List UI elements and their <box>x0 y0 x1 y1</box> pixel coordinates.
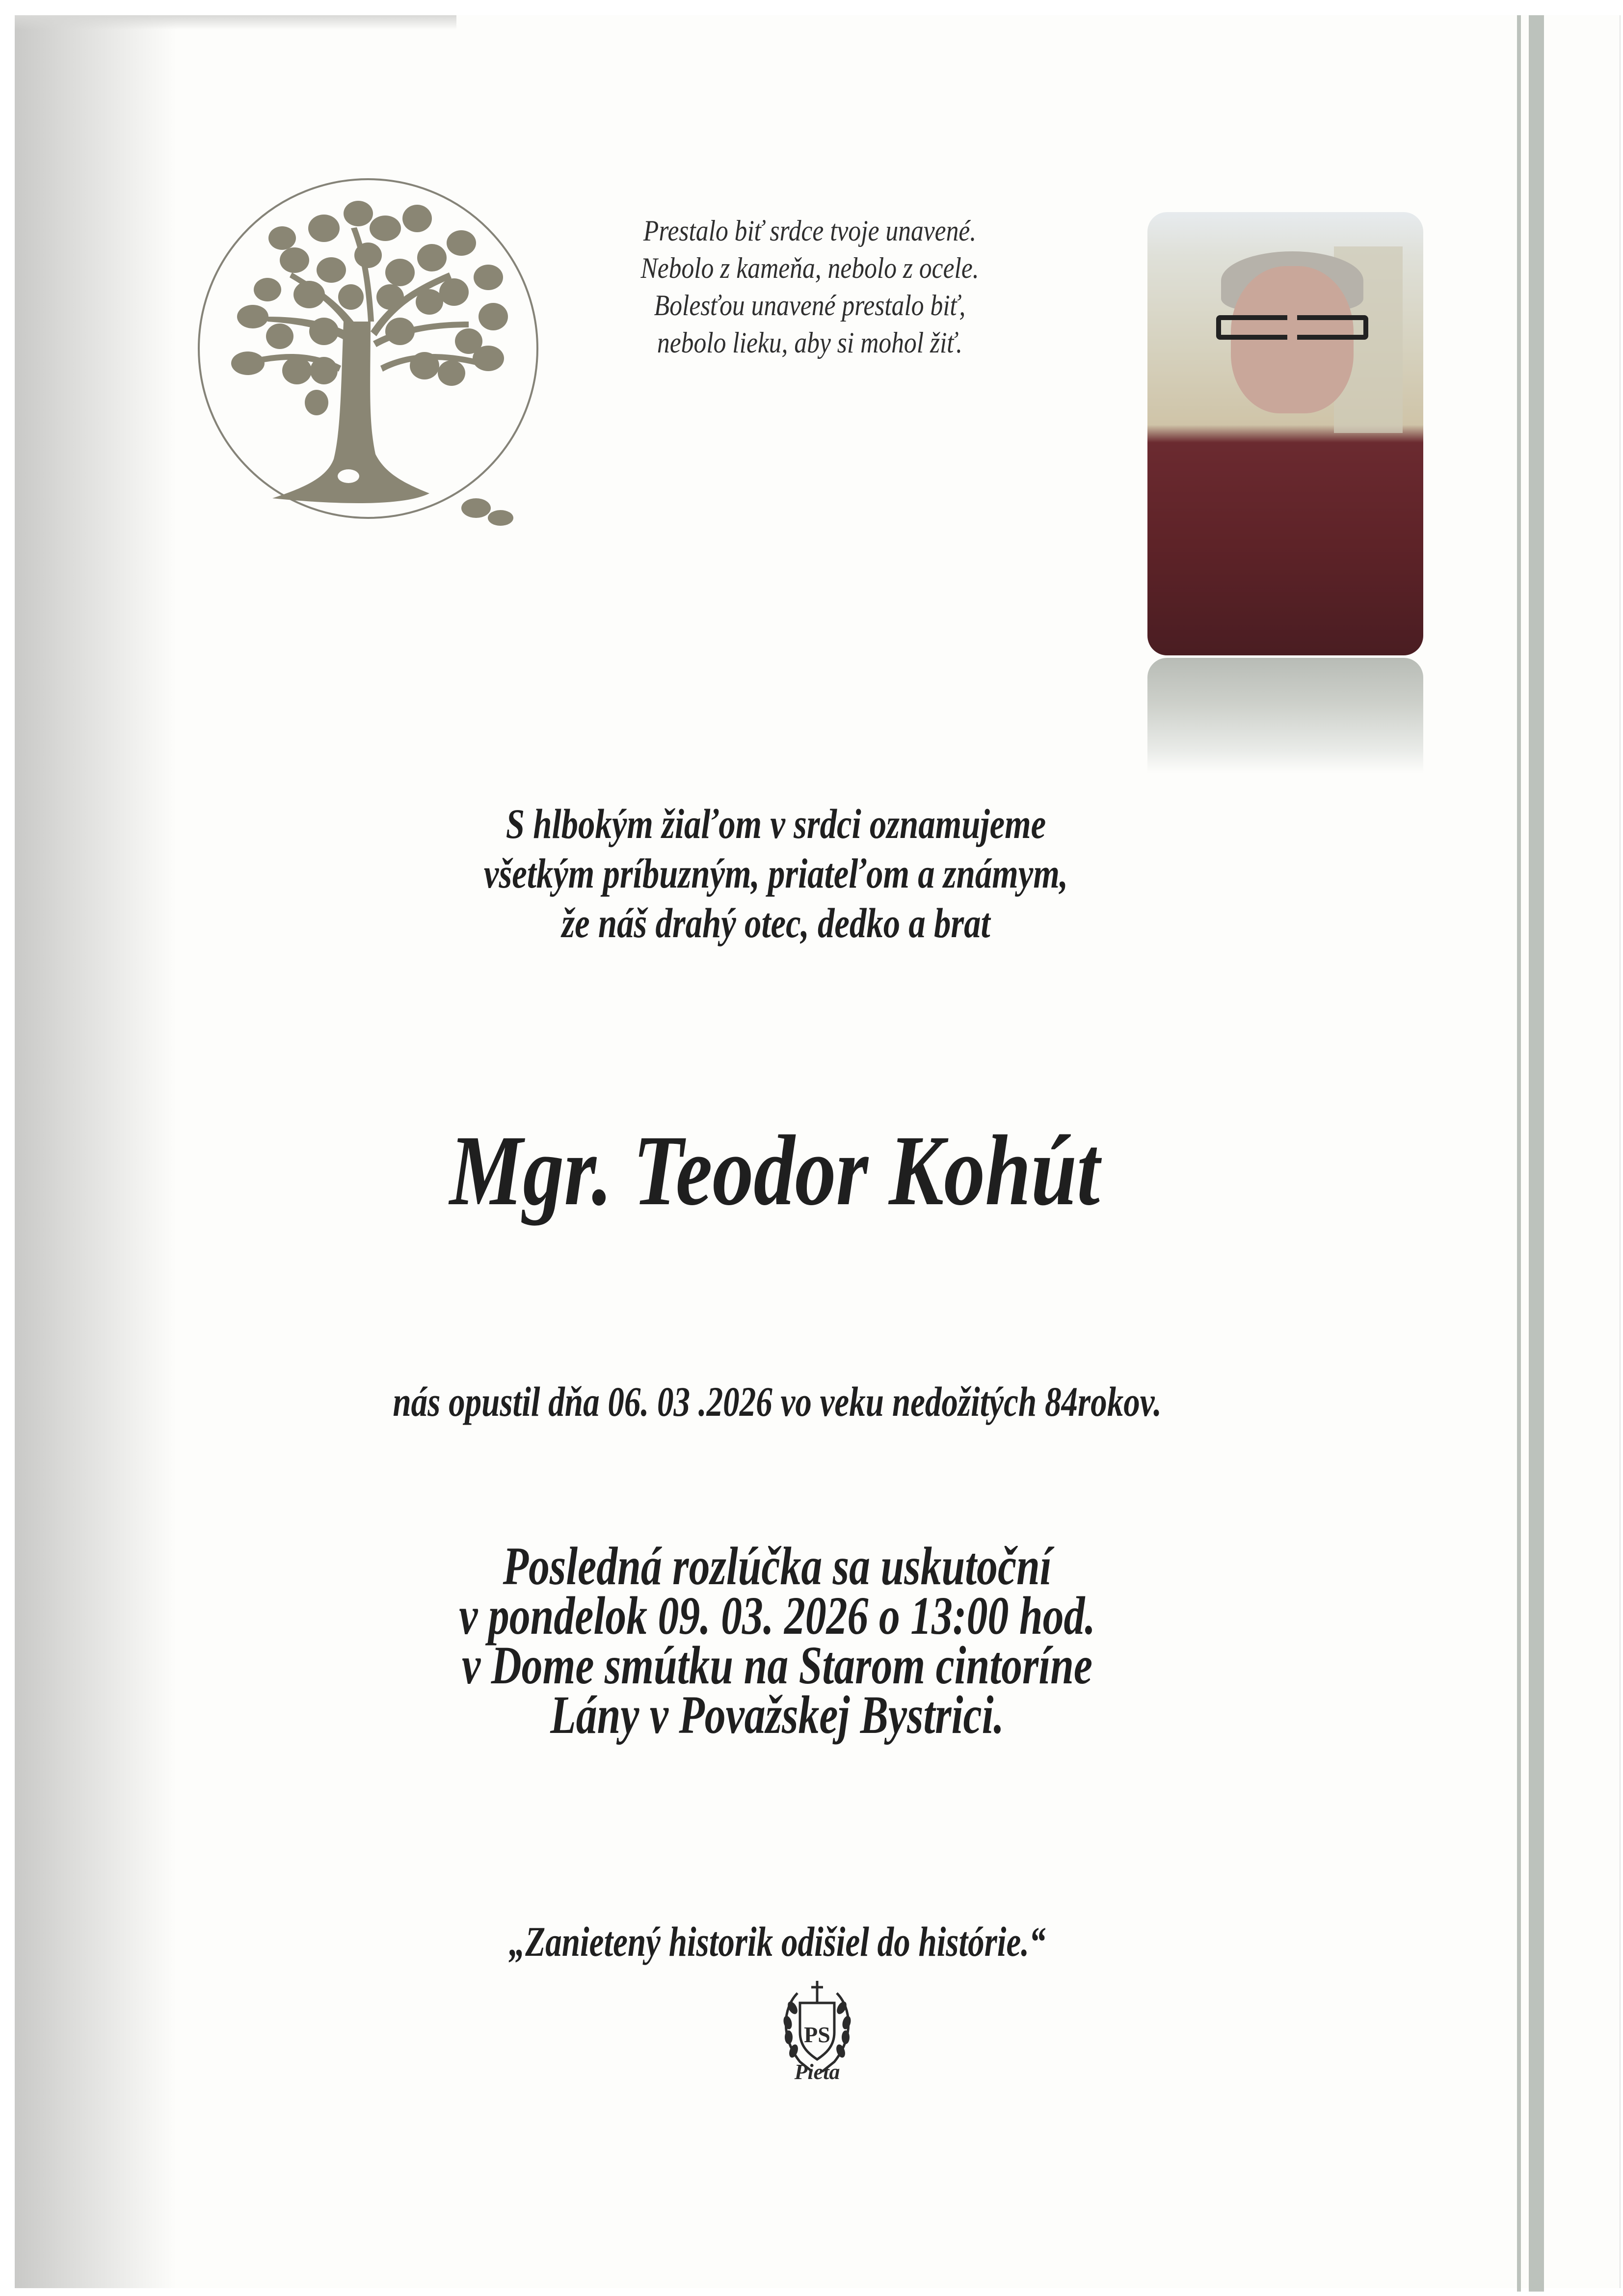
funeral-line: v pondelok 09. 03. 2026 o 13:00 hod. <box>459 1586 1095 1646</box>
poem-line: Nebolo z kameňa, nebolo z ocele. <box>640 252 979 284</box>
intro-line: S hlbokým žiaľom v srdci oznamujeme <box>506 800 1046 847</box>
funeral-line: Lány v Považskej Bystrici. <box>550 1685 1004 1745</box>
name-text: Mgr. Teodor Kohút <box>449 1115 1100 1226</box>
announcement-intro <box>177 799 1375 948</box>
page-edge-right <box>1620 15 1621 2288</box>
poem-line: Prestalo biť srdce tvoje unavené. <box>643 215 977 247</box>
scan-shadow-top <box>15 15 456 30</box>
photo-face <box>1231 266 1354 413</box>
funeral-line: v Dome smútku na Starom cintoríne <box>462 1635 1093 1695</box>
border-line-wide <box>1529 15 1544 2292</box>
funeral-info <box>193 1536 1361 1745</box>
scan-shadow-left <box>15 15 177 2288</box>
memorial-quote <box>193 1915 1361 1969</box>
tree-of-life-icon <box>194 174 547 538</box>
deceased-name <box>161 1114 1388 1227</box>
logo-monogram: PS <box>804 2022 830 2047</box>
quote-text: „Zanietený historik odišiel do histórie.“ <box>508 1918 1046 1965</box>
photo-reflection <box>1147 658 1423 773</box>
intro-line: všetkým príbuzným, priateľom a známym, <box>483 850 1068 897</box>
border-line-thin <box>1517 15 1521 2292</box>
logo-label: Pieta <box>794 2060 840 2084</box>
death-notice <box>193 1375 1361 1429</box>
poem-line: Bolesťou unavené prestalo biť, <box>654 289 966 322</box>
poem-verse <box>599 212 1021 361</box>
funeral-line: Posledná rozlúčka sa uskutoční <box>503 1536 1052 1596</box>
glasses-icon <box>1216 315 1368 340</box>
portrait-photo <box>1147 212 1423 655</box>
death-notice-text: nás opustil dňa 06. 03 .2026 vo veku nedožitých 84rokov. <box>393 1378 1162 1425</box>
intro-line: že náš drahý otec, dedko a brat <box>561 899 990 946</box>
poem-line: nebolo lieku, aby si mohol žiť. <box>657 326 963 359</box>
